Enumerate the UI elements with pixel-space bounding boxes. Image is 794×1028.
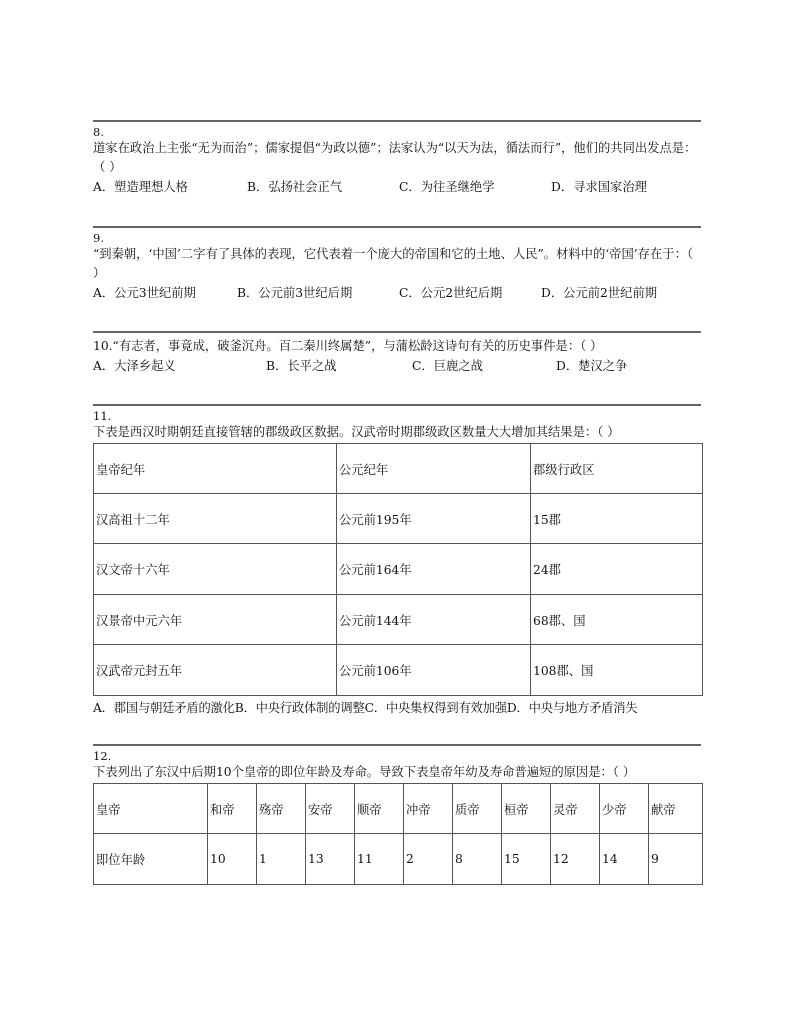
option-b[interactable]: B．公元前3世纪后期 <box>237 286 353 300</box>
divider <box>93 404 701 406</box>
options <box>93 698 701 718</box>
table-header: 皇帝 <box>94 784 208 834</box>
option-c[interactable]: C．为往圣继绝学 <box>399 180 495 194</box>
table-row <box>94 595 703 645</box>
question-9 <box>93 226 701 303</box>
table-header: 即位年龄 <box>94 834 208 885</box>
option-a[interactable]: A．大泽乡起义 <box>93 359 176 373</box>
emperor-county-table <box>93 443 703 696</box>
options <box>93 177 701 197</box>
table-cell: 108郡、国 <box>531 645 703 696</box>
question-8 <box>93 120 701 197</box>
table-header: 郡级行政区 <box>531 444 703 494</box>
emperor-name: 少帝 <box>600 784 649 834</box>
option-b[interactable]: B．中央行政体制的调整 <box>234 701 365 715</box>
table-row <box>94 645 703 696</box>
question-10 <box>93 331 701 376</box>
question-stem: 下表是西汉时期朝廷直接管辖的郡级政区数据。汉武帝时期郡级政区数量大大增加其结果是：（ ） <box>93 425 620 439</box>
divider <box>93 744 701 746</box>
option-b[interactable]: B．弘扬社会正气 <box>247 180 343 194</box>
emperor-age-table <box>93 783 703 885</box>
emperor-name: 灵帝 <box>551 784 600 834</box>
question-number: 9. <box>93 231 104 245</box>
option-c[interactable]: C．公元2世纪后期 <box>399 286 503 300</box>
accession-age: 2 <box>404 834 453 885</box>
emperor-name: 顺帝 <box>355 784 404 834</box>
accession-age: 8 <box>453 834 502 885</box>
accession-age: 14 <box>600 834 649 885</box>
question-stem: “到秦朝，‘中国’二字有了具体的表现，它代表着一个庞大的帝国和它的土地、人民”。材料中的‘帝国’存在于：（ ） <box>93 247 694 280</box>
table-header: 公元纪年 <box>337 444 531 494</box>
table-cell: 汉武帝元封五年 <box>94 645 337 696</box>
divider <box>93 331 701 333</box>
table-cell: 公元前106年 <box>337 645 531 696</box>
table-cell: 68郡、国 <box>531 595 703 645</box>
emperor-row <box>94 784 703 834</box>
option-d[interactable]: D．中央与地方矛盾消失 <box>506 701 638 715</box>
emperor-name: 献帝 <box>649 784 703 834</box>
table-cell: 汉文帝十六年 <box>94 544 337 595</box>
options <box>93 356 701 376</box>
option-d[interactable]: D．楚汉之争 <box>556 359 628 373</box>
table-cell: 15郡 <box>531 494 703 544</box>
table-header-row <box>94 444 703 494</box>
table-cell: 公元前164年 <box>337 544 531 595</box>
emperor-name: 安帝 <box>306 784 355 834</box>
accession-age: 10 <box>208 834 257 885</box>
option-b[interactable]: B．长平之战 <box>266 359 337 373</box>
table-header: 皇帝纪年 <box>94 444 337 494</box>
accession-age: 12 <box>551 834 600 885</box>
question-stem: 道家在政治上主张“无为而治”；儒家提倡“为政以德”；法家认为“以天为法，循法而行”，他们的共同出发点是：（ ） <box>93 141 697 174</box>
table-cell: 汉高祖十二年 <box>94 494 337 544</box>
table-cell: 汉景帝中元六年 <box>94 595 337 645</box>
emperor-name: 冲帝 <box>404 784 453 834</box>
age-row <box>94 834 703 885</box>
divider <box>93 226 701 228</box>
accession-age: 1 <box>257 834 306 885</box>
option-d[interactable]: D．寻求国家治理 <box>551 180 647 194</box>
option-a[interactable]: A．郡国与朝廷矛盾的激化 <box>93 701 235 715</box>
question-11 <box>93 404 701 718</box>
table-row <box>94 494 703 544</box>
option-a[interactable]: A．公元3世纪前期 <box>93 286 196 300</box>
accession-age: 9 <box>649 834 703 885</box>
option-a[interactable]: A．塑造理想人格 <box>93 180 188 194</box>
question-number: 12. <box>93 749 112 763</box>
options <box>93 283 701 303</box>
question-stem: 下表列出了东汉中后期10个皇帝的即位年龄及寿命。导致下表皇帝年幼及寿命普遍短的原因是：（ ） <box>93 765 636 779</box>
question-stem: 10.“有志者，事竟成，破釜沉舟。百二秦川终属楚”，与蒲松龄这诗句有关的历史事件是：（ ） <box>93 339 603 353</box>
accession-age: 13 <box>306 834 355 885</box>
table-cell: 公元前195年 <box>337 494 531 544</box>
question-number: 11. <box>93 409 112 423</box>
emperor-name: 殇帝 <box>257 784 306 834</box>
question-12 <box>93 744 701 885</box>
accession-age: 11 <box>355 834 404 885</box>
option-d[interactable]: D．公元前2世纪前期 <box>541 286 658 300</box>
emperor-name: 和帝 <box>208 784 257 834</box>
table-cell: 公元前144年 <box>337 595 531 645</box>
option-c[interactable]: C．巨鹿之战 <box>412 359 483 373</box>
table-row <box>94 544 703 595</box>
emperor-name: 桓帝 <box>502 784 551 834</box>
question-number: 8. <box>93 125 104 139</box>
accession-age: 15 <box>502 834 551 885</box>
table-cell: 24郡 <box>531 544 703 595</box>
emperor-name: 质帝 <box>453 784 502 834</box>
divider <box>93 120 701 122</box>
option-c[interactable]: C．中央集权得到有效加强 <box>364 701 507 715</box>
